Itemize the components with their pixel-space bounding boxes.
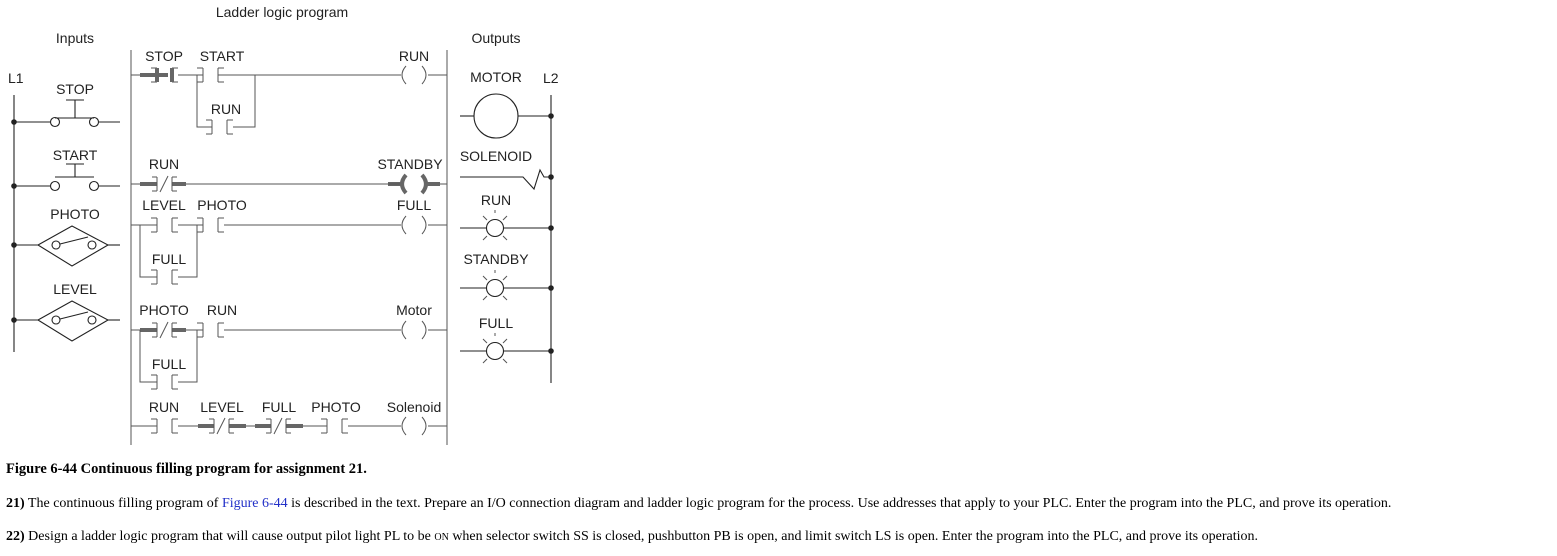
rung4-branch-label: FULL: [151, 356, 187, 372]
input-wiring: [8, 70, 120, 352]
rung5-contact4-label: PHOTO: [311, 399, 361, 415]
figure-6-44-link[interactable]: Figure 6-44: [221, 496, 288, 511]
outputs-header: Outputs: [471, 30, 521, 46]
standby-output-label: STANDBY: [463, 251, 529, 267]
rung5-contact1-label: RUN: [148, 399, 180, 415]
motor-symbol: [460, 69, 554, 138]
level-input-label: LEVEL: [53, 281, 97, 297]
question-21-text-end: is described in the text. Prepare an I/O connection diagram and ladder logic program for the process. Use addresses that apply to your PLC. Enter the program into the PLC, and prove its operation.: [291, 496, 1392, 511]
rung5-contact2-label: LEVEL: [200, 399, 244, 415]
ladder-program: [131, 48, 447, 445]
full-output-label: FULL: [478, 315, 514, 331]
rung1-branch-label: RUN: [210, 101, 242, 117]
rung-4: [131, 302, 447, 389]
question-22-number: 22): [6, 529, 25, 544]
rung2-contact1-label: RUN: [148, 156, 180, 172]
question-21-text-start: The continuous filling program of: [27, 496, 219, 511]
figure-title: Ladder logic program: [215, 4, 349, 20]
solenoid-symbol: [460, 148, 554, 189]
level-sensor-symbol: [11, 281, 120, 341]
solenoid-output-label: SOLENOID: [459, 148, 533, 164]
output-wiring: [460, 69, 559, 383]
question-21: [6, 496, 1391, 512]
rung3-branch-label: FULL: [151, 251, 187, 267]
question-22-on-word: ON: [434, 532, 449, 543]
start-input-label: START: [52, 147, 98, 163]
rung-2: [131, 156, 447, 193]
run-output-label: RUN: [480, 192, 512, 208]
photo-input-label: PHOTO: [50, 206, 100, 222]
full-light-symbol: [460, 315, 554, 363]
rung-5: [131, 399, 447, 435]
rung3-contact2-label: PHOTO: [197, 197, 247, 213]
figure-caption: Figure 6-44 Continuous filling program for assignment 21.: [6, 461, 367, 477]
l1-label: L1: [8, 70, 24, 86]
rung3-contact1-label: LEVEL: [142, 197, 186, 213]
rung4-contact1-label: PHOTO: [139, 302, 189, 318]
rung3-coil-label: FULL: [396, 197, 432, 213]
rung2-coil-label: STANDBY: [377, 156, 443, 172]
rung5-contact3-label: FULL: [261, 399, 297, 415]
photo-sensor-symbol: [11, 206, 120, 266]
rung1-coil-label: RUN: [398, 48, 430, 64]
rung5-coil-label: Solenoid: [386, 399, 442, 415]
run-light-symbol: [460, 192, 554, 240]
rung1-contact2-label: START: [199, 48, 245, 64]
inputs-header: Inputs: [55, 30, 95, 46]
ladder-logic-figure: [0, 0, 600, 450]
rung4-contact2-label: RUN: [206, 302, 238, 318]
question-22-text-end: when selector switch SS is closed, pushbutton PB is open, and limit switch LS is open. Enter the program into the PLC, and prove its operation.: [452, 529, 1258, 544]
start-pushbutton-symbol: [11, 147, 120, 191]
standby-light-symbol: [460, 251, 554, 300]
question-22: [6, 529, 1258, 545]
stop-input-label: STOP: [56, 81, 94, 97]
motor-output-label: MOTOR: [470, 69, 522, 85]
rung-3: [131, 197, 447, 284]
question-22-text-start: Design a ladder logic program that will cause output pilot light PL to be: [28, 529, 431, 544]
question-21-number: 21): [6, 496, 25, 511]
stop-pushbutton-symbol: [11, 81, 120, 127]
rung1-contact1-label: STOP: [145, 48, 183, 64]
rung-1: [131, 48, 447, 134]
l2-label: L2: [543, 70, 559, 86]
rung4-coil-label: Motor: [396, 302, 432, 318]
